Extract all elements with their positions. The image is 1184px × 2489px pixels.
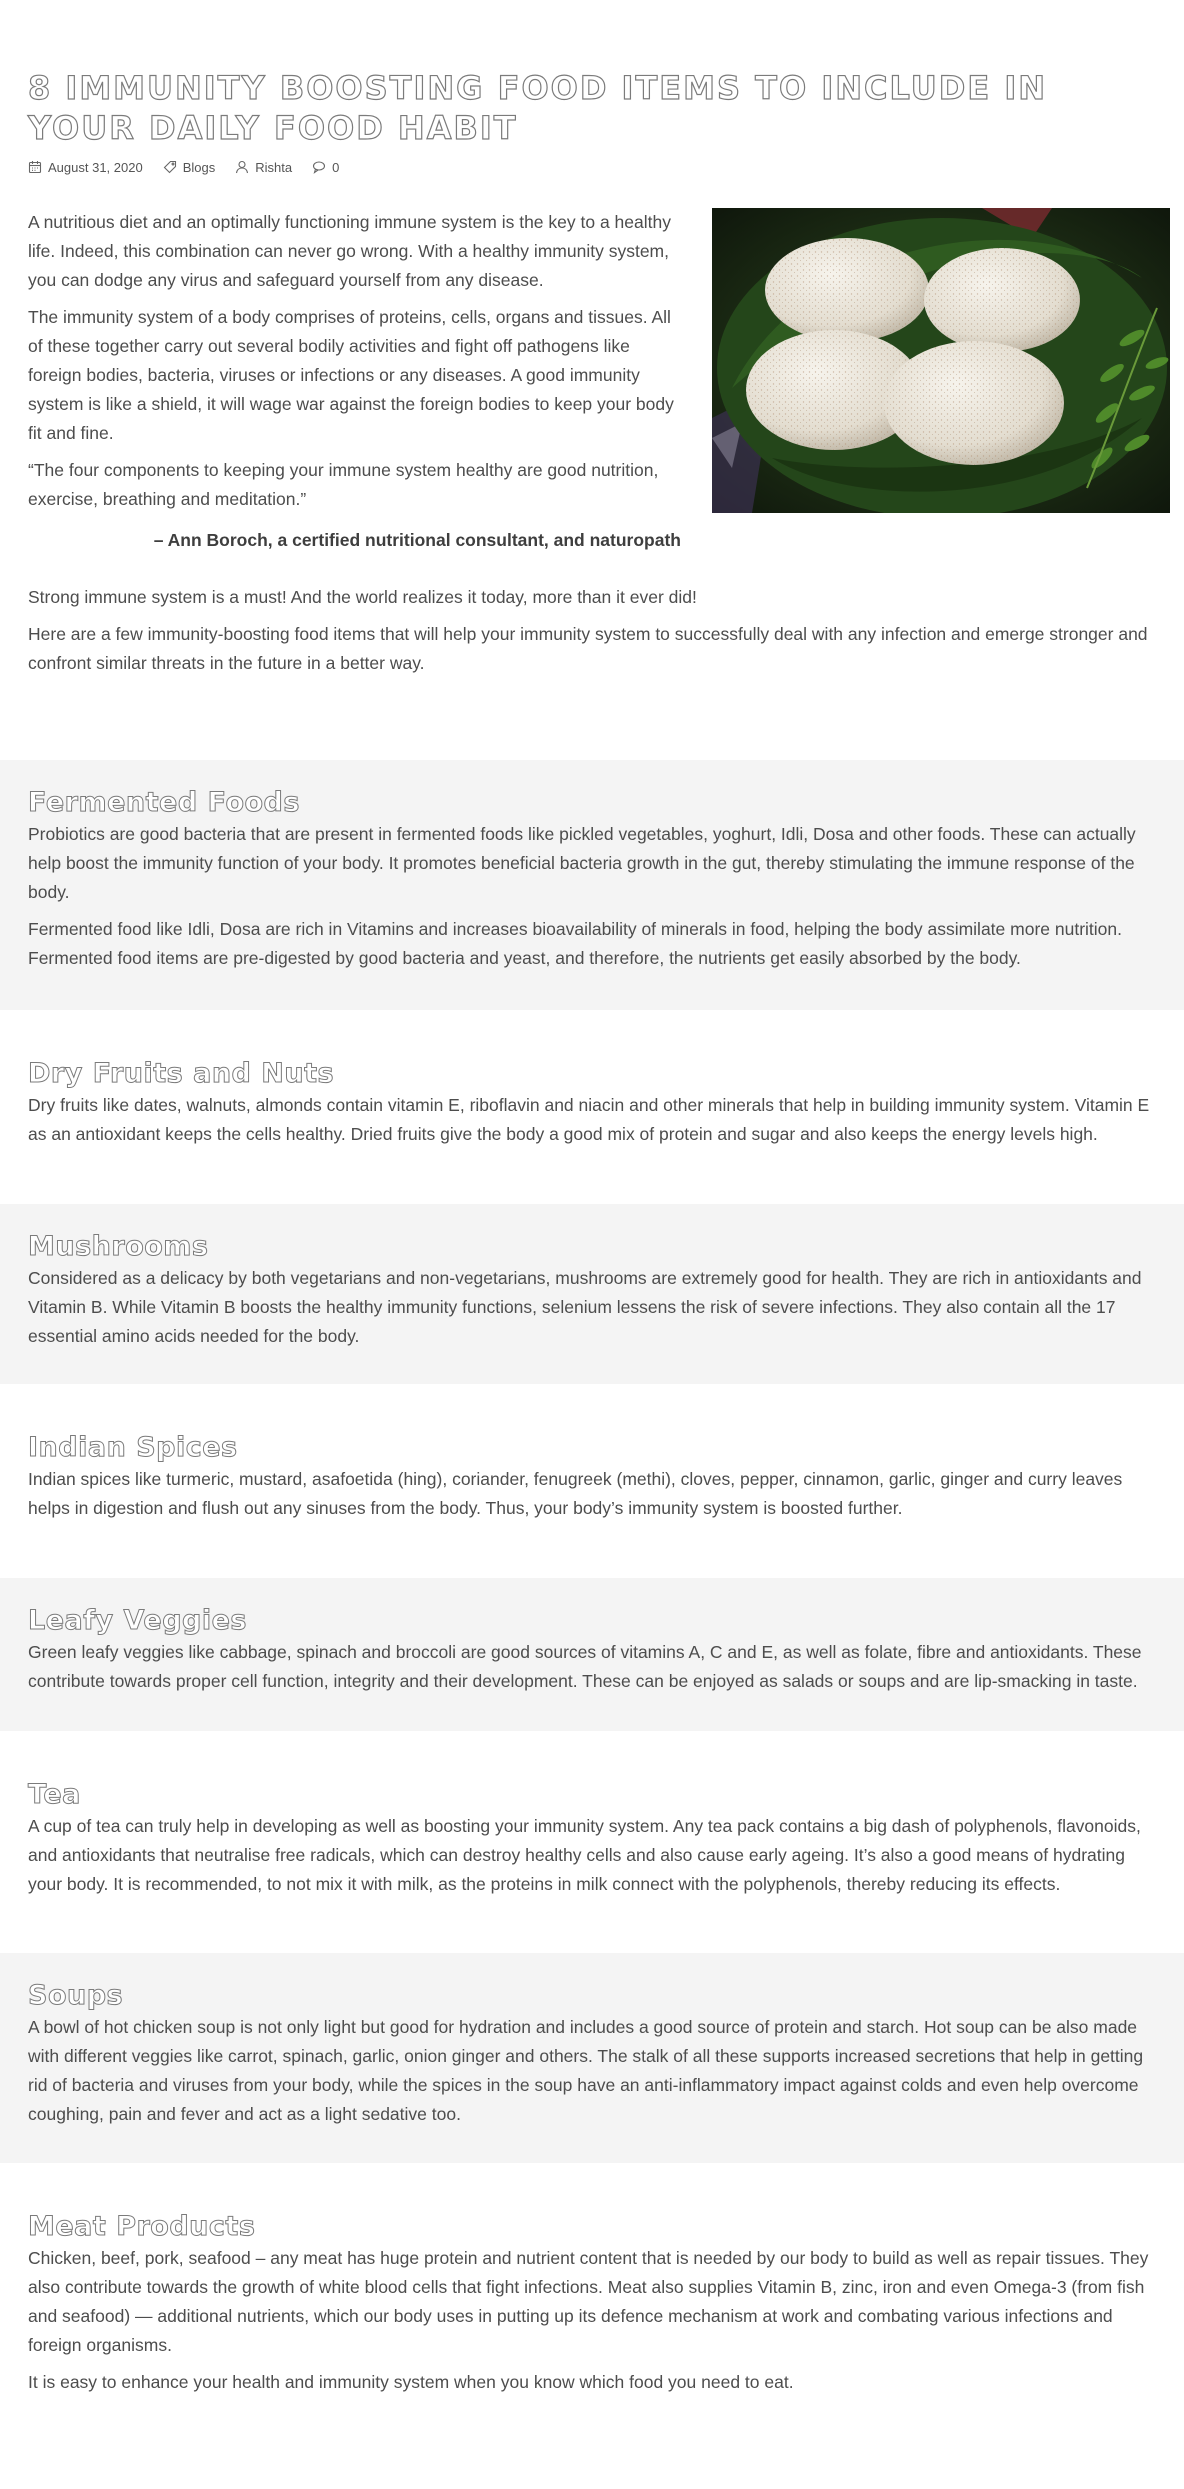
meta-date bbox=[28, 160, 143, 175]
lead-in-paragraph: Here are a few immunity-boosting food items that will help your immunity system to successfully deal with any infection and emerge stronger and confront similar threats in the future in a better way. bbox=[28, 624, 1148, 673]
intro-paragraph: A nutritious diet and an optimally functioning immune system is the key to a healthy life. Indeed, this combination can never go wrong. With a healthy immunity system, you can dodge any virus and safeguard yourself from any disease. bbox=[28, 212, 671, 290]
section-paragraph: Dry fruits like dates, walnuts, almonds contain vitamin E, riboflavin and niacin and other minerals that help in building immunity system. Vitamin E as an antioxidant keeps the cells healthy. Dried fruits give the body a good mix of protein and sugar and also keeps the energy levels high. bbox=[28, 1095, 1150, 1144]
section-title: Meat Products bbox=[28, 2211, 256, 2242]
closing-paragraph: It is easy to enhance your health and immunity system when you know which food you need to eat. bbox=[28, 2372, 794, 2392]
meta-date-text: August 31, 2020 bbox=[48, 159, 143, 175]
idli-photo bbox=[712, 208, 1170, 513]
meta-category-link[interactable]: Blogs bbox=[182, 159, 216, 175]
section-mushrooms bbox=[0, 1204, 1184, 1384]
section-paragraph: Fermented food like Idli, Dosa are rich in Vitamins and increases bioavailability of minerals in food, helping the body assimilate more nutrition. Fermented food items are pre-digested by good bacteria and yeast, and therefore, the nutrients get easily absorbed by the body. bbox=[28, 919, 1122, 968]
intro-quote: “The four components to keeping your immune system healthy are good nutrition, exercise, breathing and meditation.” bbox=[28, 460, 659, 509]
meta-category[interactable] bbox=[163, 160, 216, 175]
user-icon bbox=[235, 160, 249, 174]
meta-comments-count[interactable]: 0 bbox=[332, 159, 340, 175]
section-fermented-foods bbox=[0, 760, 1184, 1010]
meta-comments[interactable] bbox=[312, 160, 339, 175]
section-title: Indian Spices bbox=[28, 1432, 238, 1463]
quote-author: – Ann Boroch, a certified nutritional consultant, and naturopath bbox=[153, 530, 681, 550]
section-dry-fruits-and-nuts bbox=[0, 1010, 1184, 1204]
comment-icon bbox=[312, 160, 326, 174]
lead-in-paragraph: Strong immune system is a must! And the world realizes it today, more than it ever did! bbox=[28, 587, 697, 607]
idli-plate-illustration bbox=[712, 208, 1170, 513]
section-paragraph: Chicken, beef, pork, seafood – any meat has huge protein and nutrient content that is needed by our body to build as well as repair tissues. They also contribute towards the growth of white blood cells that fight infections. Meat also supplies Vitamin B, zinc, iron and even Omega-3 (from fish and seafood) — additional nutrients, which our body uses in putting up its defence mechanism at work and combating various infections and foreign organisms. bbox=[28, 2248, 1149, 2355]
section-paragraph: A bowl of hot chicken soup is not only light but good for hydration and includes a good source of protein and starch. Hot soup can be also made with different veggies like carrot, spinach, garlic, onion ginger and others. The stalk of all these supports increased secretions that help in getting rid of bacteria and viruses from your body, while the spices in the soup have an anti-inflammatory impact against colds and even help overcome coughing, pain and fever and act as a light sedative too. bbox=[28, 2017, 1144, 2124]
section-paragraph: Considered as a delicacy by both vegetarians and non-vegetarians, mushrooms are extremely good for health. They are rich in antioxidants and Vitamin B. While Vitamin B boosts the healthy immunity functions, selenium lessens the risk of severe infections. They also contain all the 17 essential amino acids needed for the body. bbox=[28, 1268, 1142, 1346]
article-meta bbox=[28, 156, 339, 178]
section-paragraph: Green leafy veggies like cabbage, spinach and broccoli are good sources of vitamins A, C and E, as well as folate, fibre and antioxidants. These contribute towards proper cell function, integrity and their development. These can be enjoyed as salads or soups and are lip-smacking in taste. bbox=[28, 1642, 1142, 1691]
article-intro bbox=[28, 208, 683, 555]
section-title: Leafy Veggies bbox=[28, 1605, 248, 1636]
article-title: 8 IMMUNITY BOOSTING FOOD ITEMS TO INCLUDE IN YOUR DAILY FOOD HABIT bbox=[28, 69, 1047, 147]
section-soups bbox=[0, 1953, 1184, 2163]
calendar-icon bbox=[28, 160, 42, 174]
section-title: Dry Fruits and Nuts bbox=[28, 1058, 335, 1089]
article-lead-in bbox=[28, 583, 1168, 686]
section-title: Tea bbox=[28, 1779, 81, 1810]
section-meat-products bbox=[0, 2163, 1184, 2489]
section-tea bbox=[0, 1731, 1184, 1953]
section-paragraph: Probiotics are good bacteria that are present in fermented foods like pickled vegetables, yoghurt, Idli, Dosa and other foods. These can actually help boost the immunity function of your body. It promotes beneficial bacteria growth in the gut, thereby stimulating the immune response of the body. bbox=[28, 824, 1136, 902]
section-paragraph: A cup of tea can truly help in developing as well as boosting your immunity system. Any tea pack contains a big dash of polyphenols, flavonoids, and antioxidants that neutralise free radicals, which can destroy healthy cells and also cause early ageing. It’s also a good means of hydrating your body. It is recommended, to not mix it with milk, as the proteins in milk connect with the polyphenols, thereby reducing its effects. bbox=[28, 1816, 1141, 1894]
section-paragraph: Indian spices like turmeric, mustard, asafoetida (hing), coriander, fenugreek (methi), cloves, pepper, cinnamon, garlic, ginger and curry leaves helps in digestion and flush out any sinuses from the body. Thus, your body’s immunity system is boosted further. bbox=[28, 1469, 1123, 1518]
section-title: Soups bbox=[28, 1980, 124, 2011]
tag-icon bbox=[163, 160, 177, 174]
intro-paragraph: The immunity system of a body comprises of proteins, cells, organs and tissues. All of these together carry out several bodily activities and fight off pathogens like foreign bodies, bacteria, viruses or infections or any diseases. A good immunity system is like a shield, it will wage war against the foreign bodies to keep your body fit and fine. bbox=[28, 307, 674, 443]
meta-author-link[interactable]: Rishta bbox=[255, 159, 293, 175]
section-title: Mushrooms bbox=[28, 1231, 209, 1262]
meta-author[interactable] bbox=[235, 160, 292, 175]
section-leafy-veggies bbox=[0, 1578, 1184, 1731]
section-indian-spices bbox=[0, 1384, 1184, 1578]
section-title: Fermented Foods bbox=[28, 787, 300, 818]
